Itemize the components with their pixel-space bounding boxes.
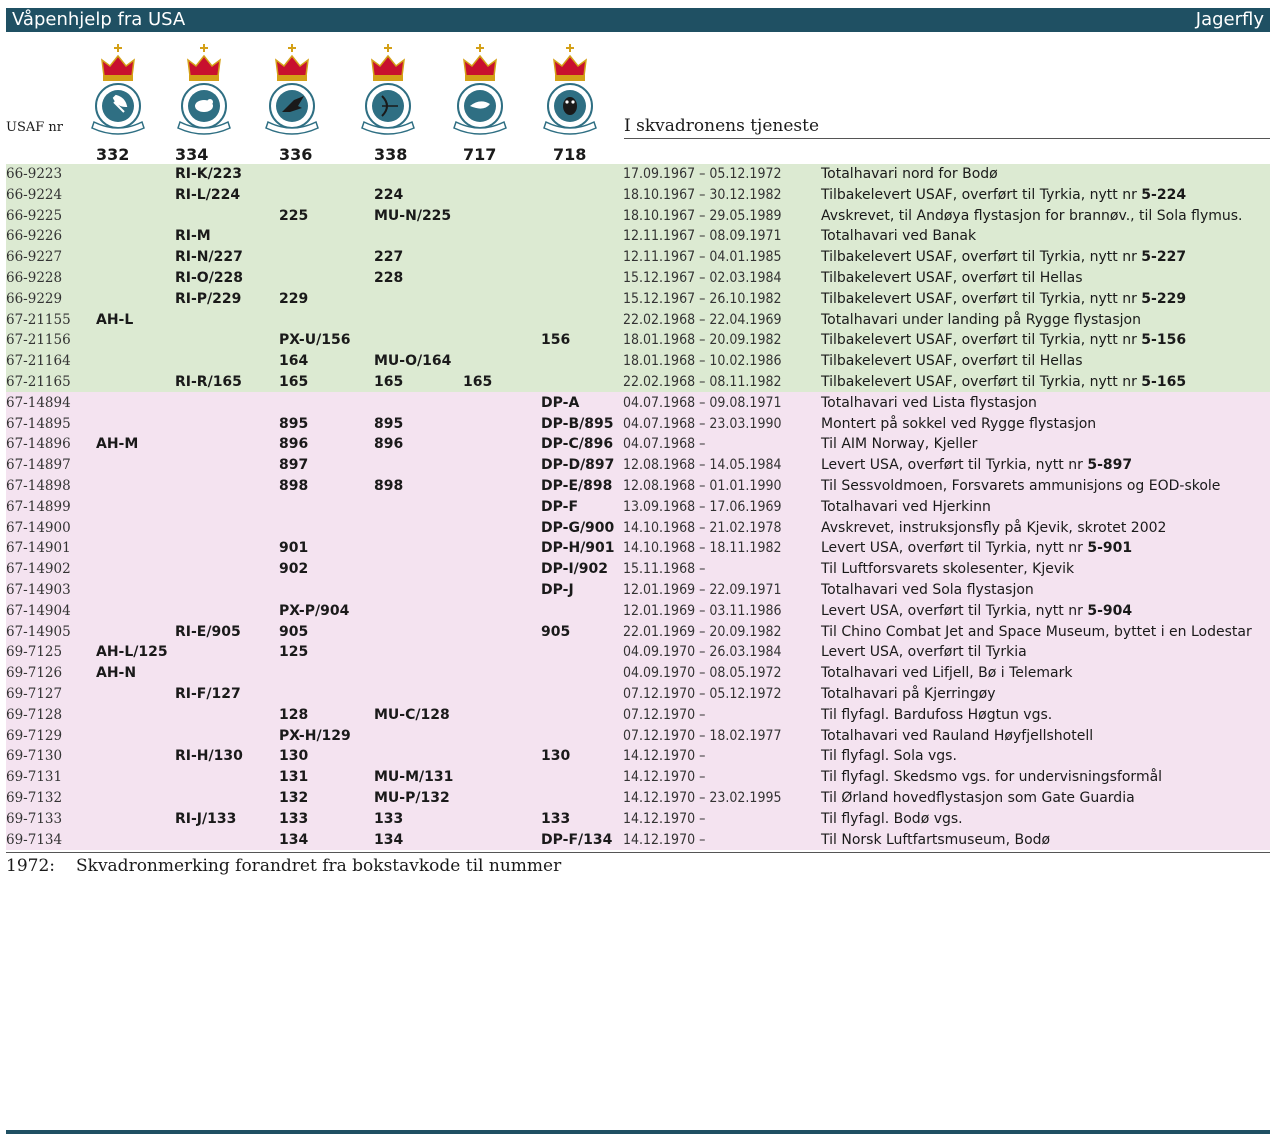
service-period-cell: 15.11.1968 –	[623, 561, 706, 578]
squadron-338-cell: 896	[374, 436, 404, 453]
squadron-718-cell: DP-E/898	[541, 477, 613, 494]
fate-cell	[821, 393, 1037, 414]
fate-cell	[821, 642, 1027, 663]
page-header	[6, 8, 1270, 32]
fate-text: Totalhavari ved Rauland Høyfjellshotell	[821, 727, 1094, 744]
squadron-332-cell: AH-N	[96, 665, 137, 682]
table-row	[0, 434, 1280, 455]
squadron-334-cell: RI-E/905	[175, 623, 241, 640]
table-row	[0, 684, 1280, 705]
service-period-cell: 18.10.1967 – 29.05.1989	[623, 207, 782, 224]
squadron-338-cell: 134	[374, 831, 404, 848]
squadron-336-cell: 895	[279, 415, 309, 432]
fate-cell	[821, 705, 1052, 726]
fate-text: Til Chino Combat Jet and Space Museum, byttet i en Lodestar	[821, 623, 1252, 640]
service-period-cell: 22.02.1968 – 22.04.1969	[623, 311, 782, 328]
squadron-332-cell: AH-L	[96, 311, 134, 328]
table-row	[0, 310, 1280, 331]
usaf-nr-cell: 66-9226	[6, 228, 63, 245]
squadron-338-cell: 898	[374, 477, 404, 494]
service-period-cell: 07.12.1970 – 18.02.1977	[623, 727, 782, 744]
fate-cell	[821, 830, 1050, 851]
fate-cell	[821, 414, 1096, 435]
fate-text: Til flyfagl. Bardufoss Høgtun vgs.	[821, 706, 1053, 723]
usaf-nr-cell: 67-21156	[6, 332, 71, 349]
service-period-cell: 13.09.1968 – 17.06.1969	[623, 498, 782, 515]
new-number: 5-901	[1087, 540, 1133, 557]
squadron-338-header: 338	[374, 145, 408, 164]
squadron-336-cell: 897	[279, 457, 309, 474]
fate-cell	[821, 684, 995, 705]
fate-cell	[821, 476, 1220, 497]
fate-text: Totalhavari ved Lifjell, Bø i Telemark	[821, 665, 1073, 682]
usaf-nr-cell: 67-14898	[6, 477, 71, 494]
squadron-718-cell: DP-B/895	[541, 415, 614, 432]
table-row	[0, 538, 1280, 559]
table-row	[0, 206, 1280, 227]
table-row	[0, 830, 1280, 851]
dove-badge-icon	[448, 42, 512, 142]
usaf-nr-cell: 67-14897	[6, 457, 71, 474]
bird-badge-icon	[260, 42, 324, 142]
service-period-cell: 14.12.1970 –	[623, 831, 706, 848]
fate-text: Tilbakelevert USAF, overført til Hellas	[821, 269, 1083, 286]
fate-text: Tilbakelevert USAF, overført til Tyrkia, nytt nr	[821, 186, 1142, 203]
service-period-label: I skvadronens tjeneste	[624, 116, 820, 136]
fate-text: Tilbakelevert USAF, overført til Tyrkia, nytt nr	[821, 373, 1142, 390]
table-row	[0, 414, 1280, 435]
service-period-cell: 04.07.1968 – 09.08.1971	[623, 394, 782, 411]
page-title: Våpenhjelp fra USA	[12, 9, 186, 30]
squadron-336-cell: PX-P/904	[279, 602, 350, 619]
squadron-334-cell: RI-R/165	[175, 373, 242, 390]
fate-text: Totalhavari ved Sola flystasjon	[821, 581, 1034, 598]
fate-cell	[821, 330, 1186, 351]
crest-336	[260, 42, 324, 142]
fate-text: Totalhavari ved Banak	[821, 228, 977, 245]
footer-bar	[6, 1130, 1270, 1134]
table-row	[0, 642, 1280, 663]
axe-badge-icon	[86, 42, 150, 142]
fate-text: Totalhavari nord for Bodø	[821, 166, 998, 182]
fate-cell	[821, 580, 1034, 601]
table-row	[0, 622, 1280, 643]
table-row	[0, 767, 1280, 788]
usaf-nr-cell: 69-7128	[6, 706, 63, 723]
fate-cell	[821, 455, 1132, 476]
usaf-nr-cell: 66-9223	[6, 166, 63, 182]
fate-cell	[821, 226, 976, 247]
squadron-336-cell: 128	[279, 706, 309, 723]
usaf-nr-cell: 67-14896	[6, 436, 71, 453]
squadron-718-header: 718	[553, 145, 587, 164]
squadron-338-cell: 227	[374, 249, 404, 266]
service-period-cell: 12.08.1968 – 14.05.1984	[623, 457, 782, 474]
usaf-nr-cell: 69-7127	[6, 685, 63, 702]
fate-text: Avskrevet, instruksjonsfly på Kjevik, skrotet 2002	[821, 519, 1167, 536]
squadron-336-cell: PX-U/156	[279, 332, 351, 349]
crest-717	[448, 42, 512, 142]
service-period-cell: 12.01.1969 – 03.11.1986	[623, 602, 782, 619]
squadron-338-cell: 228	[374, 269, 404, 286]
fate-cell	[821, 746, 957, 767]
fate-cell	[821, 497, 991, 518]
squadron-334-cell: RI-M	[175, 228, 211, 245]
table-row	[0, 289, 1280, 310]
fate-text: Til Luftforsvarets skolesenter, Kjevik	[821, 561, 1075, 578]
table-row	[0, 372, 1280, 393]
table-row	[0, 788, 1280, 809]
new-number: 5-165	[1141, 373, 1187, 390]
usaf-nr-cell: 67-14903	[6, 581, 71, 598]
fate-cell	[821, 289, 1186, 310]
fate-text: Totalhavari ved Lista flystasjon	[821, 394, 1037, 411]
usaf-nr-cell: 69-7134	[6, 831, 63, 848]
fate-cell	[821, 351, 1083, 372]
squadron-336-cell: 164	[279, 353, 309, 370]
fate-text: Tilbakelevert USAF, overført til Hellas	[821, 353, 1083, 370]
fate-cell	[821, 788, 1135, 809]
squadron-718-cell: 905	[541, 623, 571, 640]
table-row	[0, 580, 1280, 601]
service-period-cell: 18.10.1967 – 30.12.1982	[623, 186, 782, 203]
service-period-cell: 14.12.1970 –	[623, 769, 706, 786]
fate-cell	[821, 310, 1141, 331]
squadron-334-cell: RI-K/223	[175, 166, 242, 182]
squadron-718-cell: DP-C/896	[541, 436, 614, 453]
fate-text: Levert USA, overført til Tyrkia, nytt nr	[821, 602, 1088, 619]
service-period-cell: 07.12.1970 –	[623, 706, 706, 723]
table-row	[0, 164, 1280, 185]
fate-cell	[821, 538, 1132, 559]
table-row	[0, 330, 1280, 351]
table-row	[0, 601, 1280, 622]
squadron-338-cell: MU-M/131	[374, 769, 454, 786]
squadron-718-cell: DP-F	[541, 498, 579, 515]
crest-338	[356, 42, 420, 142]
usaf-nr-cell: 66-9228	[6, 269, 63, 286]
header-divider	[624, 138, 1270, 139]
squadron-338-cell: MU-O/164	[374, 353, 452, 370]
fate-cell	[821, 372, 1186, 393]
footnote-year: 1972:	[6, 856, 55, 876]
squadron-338-cell: MU-N/225	[374, 207, 452, 224]
squadron-336-cell: 905	[279, 623, 309, 640]
fate-cell	[821, 663, 1072, 684]
usaf-nr-cell: 67-21164	[6, 353, 71, 370]
squadron-336-cell: 134	[279, 831, 309, 848]
fate-text: Totalhavari under landing på Rygge flystasjon	[821, 311, 1141, 328]
service-period-cell: 07.12.1970 – 05.12.1972	[623, 685, 782, 702]
squadron-332-header: 332	[96, 145, 130, 164]
usaf-nr-cell: 67-14900	[6, 519, 71, 536]
squadron-336-cell: 125	[279, 644, 309, 661]
fate-cell	[821, 622, 1252, 643]
service-period-cell: 14.10.1968 – 18.11.1982	[623, 540, 782, 557]
crest-334	[172, 42, 236, 142]
new-number: 5-224	[1141, 186, 1187, 203]
squadron-334-cell: RI-F/127	[175, 685, 241, 702]
crest-718	[538, 42, 602, 142]
fate-cell	[821, 268, 1083, 289]
fate-cell	[821, 206, 1243, 227]
squadron-336-cell: 225	[279, 207, 309, 224]
table-row	[0, 393, 1280, 414]
usaf-nr-cell: 69-7129	[6, 727, 63, 744]
fate-text: Til AIM Norway, Kjeller	[821, 436, 978, 453]
service-period-cell: 15.12.1967 – 26.10.1982	[623, 290, 782, 307]
footnote	[6, 856, 561, 876]
crest-332	[86, 42, 150, 142]
fate-text: Levert USA, overført til Tyrkia, nytt nr	[821, 540, 1088, 557]
squadron-338-cell: 895	[374, 415, 404, 432]
squadron-334-header: 334	[175, 145, 209, 164]
fate-cell	[821, 247, 1186, 268]
table-row	[0, 247, 1280, 268]
squadron-338-cell: MU-C/128	[374, 706, 450, 723]
bow-badge-icon	[356, 42, 420, 142]
squadron-332-cell: AH-M	[96, 436, 139, 453]
table-row	[0, 809, 1280, 830]
usaf-nr-cell: 67-21155	[6, 311, 71, 328]
table-row	[0, 746, 1280, 767]
aircraft-table	[0, 164, 1280, 850]
fate-text: Montert på sokkel ved Rygge flystasjon	[821, 415, 1097, 432]
usaf-nr-cell: 67-14902	[6, 561, 71, 578]
usaf-nr-cell: 66-9229	[6, 290, 63, 307]
fate-cell	[821, 559, 1074, 580]
squadron-336-cell: 130	[279, 748, 309, 765]
squadron-718-cell: DP-A	[541, 394, 580, 411]
squadron-338-cell: MU-P/132	[374, 789, 450, 806]
fate-text: Tilbakelevert USAF, overført til Tyrkia, nytt nr	[821, 249, 1142, 266]
squadron-336-cell: 896	[279, 436, 309, 453]
fate-cell	[821, 185, 1186, 206]
usaf-nr-cell: 67-21165	[6, 373, 71, 390]
table-row	[0, 185, 1280, 206]
fate-text: Tilbakelevert USAF, overført til Tyrkia, nytt nr	[821, 332, 1142, 349]
squadron-336-cell: 165	[279, 373, 309, 390]
usaf-nr-cell: 67-14904	[6, 602, 71, 619]
new-number: 5-229	[1141, 290, 1187, 307]
service-period-cell: 15.12.1967 – 02.03.1984	[623, 269, 782, 286]
fate-cell	[821, 164, 998, 185]
fate-text: Til flyfagl. Skedsmo vgs. for undervisningsformål	[821, 769, 1163, 786]
fate-text: Til Norsk Luftfartsmuseum, Bodø	[821, 831, 1051, 848]
squadron-717-header: 717	[463, 145, 497, 164]
service-period-cell: 12.01.1969 – 22.09.1971	[623, 581, 782, 598]
new-number: 5-904	[1087, 602, 1133, 619]
squadron-718-cell: DP-J	[541, 581, 574, 598]
service-period-cell: 12.08.1968 – 01.01.1990	[623, 477, 782, 494]
service-period-cell: 12.11.1967 – 04.01.1985	[623, 249, 782, 266]
squadron-336-header: 336	[279, 145, 313, 164]
fate-text: Levert USA, overført til Tyrkia, nytt nr	[821, 457, 1088, 474]
new-number: 5-897	[1087, 457, 1133, 474]
table-row	[0, 663, 1280, 684]
usaf-nr-cell: 69-7125	[6, 644, 63, 661]
fate-text: Til flyfagl. Sola vgs.	[821, 748, 957, 765]
service-period-cell: 14.12.1970 –	[623, 748, 706, 765]
usaf-nr-cell: 69-7126	[6, 665, 63, 682]
fate-cell	[821, 434, 977, 455]
service-period-cell: 04.07.1968 – 23.03.1990	[623, 415, 782, 432]
fate-cell	[821, 518, 1166, 539]
table-row	[0, 559, 1280, 580]
squadron-718-cell: DP-H/901	[541, 540, 615, 557]
table-row	[0, 268, 1280, 289]
squadron-718-cell: DP-F/134	[541, 831, 613, 848]
service-period-cell: 12.11.1967 – 08.09.1971	[623, 228, 782, 245]
squadron-338-cell: 224	[374, 186, 404, 203]
squadron-334-cell: RI-O/228	[175, 269, 244, 286]
squadron-336-cell: 901	[279, 540, 309, 557]
squadron-336-cell: 133	[279, 810, 309, 827]
squadron-334-cell: RI-J/133	[175, 810, 237, 827]
squadron-334-cell: RI-P/229	[175, 290, 242, 307]
fate-text: Totalhavari på Kjerringøy	[821, 685, 996, 702]
service-period-cell: 14.12.1970 – 23.02.1995	[623, 789, 782, 806]
usaf-nr-cell: 66-9227	[6, 249, 63, 266]
service-period-cell: 04.09.1970 – 08.05.1972	[623, 665, 782, 682]
usaf-nr-cell: 67-14901	[6, 540, 71, 557]
squadron-336-cell: 898	[279, 477, 309, 494]
service-period-cell: 14.12.1970 –	[623, 810, 706, 827]
table-row	[0, 518, 1280, 539]
table-row	[0, 455, 1280, 476]
table-row	[0, 497, 1280, 518]
squadron-718-cell: DP-G/900	[541, 519, 615, 536]
squadron-336-cell: 229	[279, 290, 309, 307]
service-period-cell: 18.01.1968 – 20.09.1982	[623, 332, 782, 349]
footnote-text: Skvadronmerking forandret fra bokstavkode til nummer	[76, 856, 562, 876]
squadron-718-cell: DP-I/902	[541, 561, 608, 578]
squadron-332-cell: AH-L/125	[96, 644, 168, 661]
squadron-336-cell: 131	[279, 769, 309, 786]
service-period-cell: 22.02.1968 – 08.11.1982	[623, 373, 782, 390]
usaf-nr-cell: 66-9225	[6, 207, 63, 224]
squadron-718-cell: 133	[541, 810, 571, 827]
owl-badge-icon	[538, 42, 602, 142]
service-period-cell: 04.09.1970 – 26.03.1984	[623, 644, 782, 661]
new-number: 5-227	[1141, 249, 1187, 266]
fate-text: Til Ørland hovedflystasjon som Gate Guardia	[821, 789, 1135, 806]
new-number: 5-156	[1141, 332, 1187, 349]
usaf-nr-cell: 66-9224	[6, 186, 63, 203]
service-period-cell: 17.09.1967 – 05.12.1972	[623, 166, 782, 182]
fate-text: Til flyfagl. Bodø vgs.	[821, 810, 963, 827]
squadron-336-cell: 132	[279, 789, 309, 806]
fate-text: Avskrevet, til Andøya flystasjon for brannøv., til Sola flymus.	[821, 207, 1243, 224]
usaf-nr-cell: 67-14905	[6, 623, 71, 640]
fate-text: Levert USA, overført til Tyrkia	[821, 644, 1027, 661]
table-bottom-divider	[6, 852, 1270, 853]
squadron-338-cell: 165	[374, 373, 404, 390]
fate-cell	[821, 809, 963, 830]
service-period-cell: 18.01.1968 – 10.02.1986	[623, 353, 782, 370]
fate-cell	[821, 767, 1162, 788]
usaf-nr-cell: 69-7130	[6, 748, 63, 765]
squadron-334-cell: RI-L/224	[175, 186, 241, 203]
fate-cell	[821, 601, 1132, 622]
squadron-718-cell: 130	[541, 748, 571, 765]
usaf-nr-cell: 67-14895	[6, 415, 71, 432]
fate-cell	[821, 726, 1093, 747]
usaf-nr-cell: 69-7132	[6, 789, 63, 806]
bear-badge-icon	[172, 42, 236, 142]
fate-text: Til Sessvoldmoen, Forsvarets ammunisjons og EOD-skole	[821, 477, 1221, 494]
table-row	[0, 705, 1280, 726]
squadron-717-cell: 165	[463, 373, 493, 390]
service-period-cell: 14.10.1968 – 21.02.1978	[623, 519, 782, 536]
squadron-336-cell: 902	[279, 561, 309, 578]
table-row	[0, 226, 1280, 247]
usaf-nr-cell: 67-14894	[6, 394, 71, 411]
usaf-nr-cell: 69-7131	[6, 769, 63, 786]
table-row	[0, 726, 1280, 747]
fate-text: Tilbakelevert USAF, overført til Tyrkia, nytt nr	[821, 290, 1142, 307]
squadron-334-cell: RI-N/227	[175, 249, 243, 266]
usaf-nr-cell: 67-14899	[6, 498, 71, 515]
squadron-338-cell: 133	[374, 810, 404, 827]
section-label: Jagerfly	[1195, 9, 1264, 30]
usaf-nr-cell: 69-7133	[6, 810, 63, 827]
service-period-cell: 04.07.1968 –	[623, 436, 706, 453]
squadron-718-cell: DP-D/897	[541, 457, 615, 474]
squadron-718-cell: 156	[541, 332, 571, 349]
squadron-334-cell: RI-H/130	[175, 748, 243, 765]
table-row	[0, 351, 1280, 372]
table-row	[0, 476, 1280, 497]
usaf-nr-label: USAF nr	[6, 120, 63, 135]
service-period-cell: 22.01.1969 – 20.09.1982	[623, 623, 782, 640]
fate-text: Totalhavari ved Hjerkinn	[821, 498, 991, 515]
squadron-336-cell: PX-H/129	[279, 727, 351, 744]
